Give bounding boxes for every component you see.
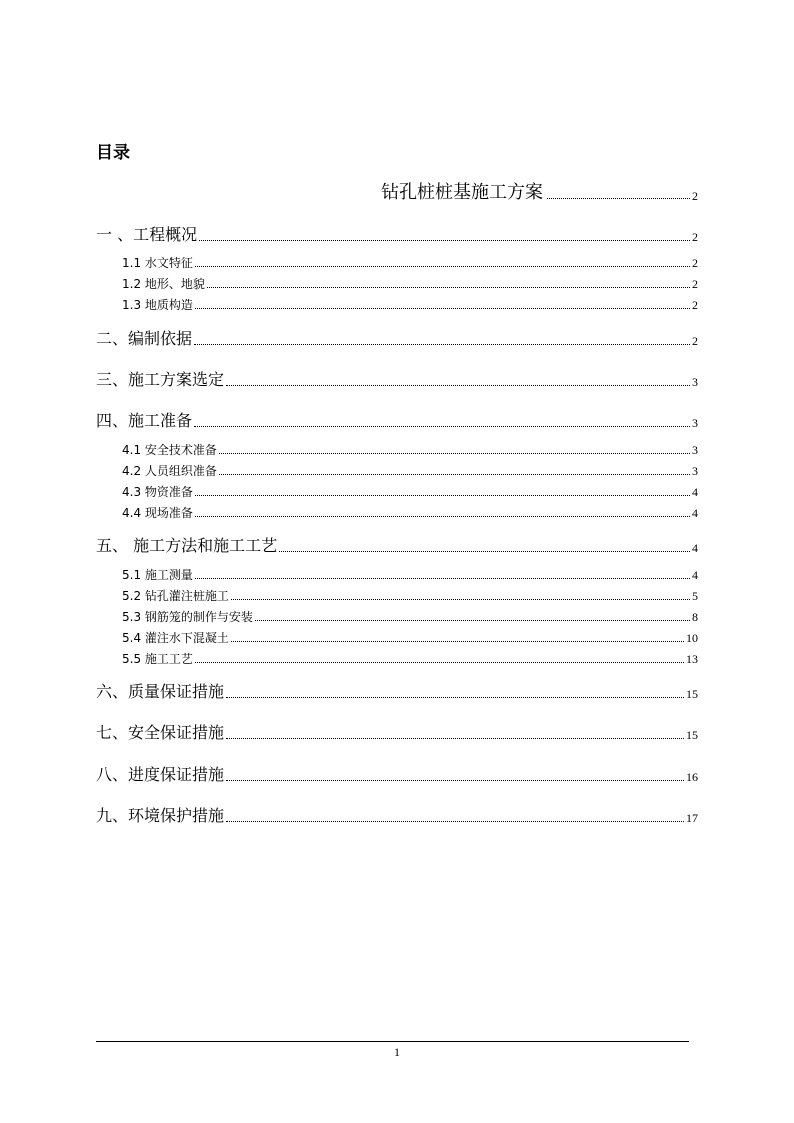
toc-entry-page: 15 [686, 728, 698, 742]
toc-entry-label: 1.1 水文特征 [122, 256, 193, 270]
toc-entry[interactable] [122, 462, 698, 479]
toc-entry[interactable] [96, 222, 698, 245]
toc-entry[interactable] [122, 275, 698, 292]
toc-entry[interactable] [96, 803, 698, 826]
toc-entry-label: 4.3 物资准备 [122, 485, 193, 499]
toc-entry-label: 钻孔桩桩基施工方案 [381, 182, 543, 203]
leader-dots [219, 452, 690, 454]
toc-entry-page: 4 [692, 485, 698, 499]
toc-entry-label: 5.3 钢筋笼的制作与安装 [122, 610, 253, 624]
toc-entry[interactable] [96, 720, 698, 743]
toc-entry[interactable] [122, 629, 698, 646]
toc-entry-page: 10 [686, 631, 698, 645]
leader-dots [231, 640, 684, 642]
toc-entry-page: 2 [692, 256, 698, 270]
toc-entry-label: 1.2 地形、地貌 [122, 277, 205, 291]
footer-divider [96, 1041, 689, 1042]
toc-entry-page: 2 [692, 230, 698, 244]
toc-entry-page: 15 [686, 687, 698, 701]
leader-dots [195, 307, 690, 309]
toc-entry[interactable] [96, 762, 698, 785]
toc-entry-label: 六、质量保证措施 [96, 682, 225, 701]
toc-entry-label: 4.2 人员组织准备 [122, 464, 217, 478]
toc-entry-page: 8 [692, 610, 698, 624]
toc-entry-label: 5.1 施工测量 [122, 568, 193, 582]
toc-entry[interactable] [96, 326, 698, 349]
toc-entry-label: 4.4 现场准备 [122, 506, 193, 520]
toc-entry-label: 八、进度保证措施 [96, 765, 225, 784]
toc-entry-page: 2 [692, 277, 698, 291]
toc-entry[interactable] [122, 566, 698, 583]
toc-entry-page: 16 [686, 770, 698, 784]
toc-entry-label: 七、安全保证措施 [96, 723, 225, 742]
leader-dots [226, 779, 684, 781]
leader-dots [547, 198, 690, 199]
leader-dots [226, 384, 690, 386]
toc-entry[interactable] [122, 254, 698, 271]
toc-entry-label: 5.4 灌注水下混凝土 [122, 631, 229, 645]
toc-entry[interactable] [96, 408, 698, 431]
leader-dots [226, 737, 684, 739]
toc-entry[interactable] [96, 679, 698, 702]
leader-dots [226, 696, 684, 698]
leader-dots [279, 550, 690, 552]
toc-entry-label: 5.5 施工工艺 [122, 652, 193, 666]
leader-dots [194, 425, 690, 427]
leader-dots [194, 343, 690, 345]
toc-entry-label: 九、环境保护措施 [96, 806, 225, 825]
leader-dots [195, 494, 690, 496]
toc-entry-page: 4 [692, 541, 698, 555]
toc-entry[interactable] [122, 650, 698, 667]
leader-dots [195, 577, 690, 579]
leader-dots [195, 515, 690, 517]
toc-entry-label: 二、编制依据 [96, 329, 193, 348]
toc-entry-page: 3 [692, 464, 698, 478]
toc-entry-page: 3 [692, 443, 698, 457]
toc-entry-page: 13 [686, 652, 698, 666]
toc-entry-page: 5 [692, 589, 698, 603]
toc-entry-page: 17 [686, 811, 698, 825]
toc-entry-page: 4 [692, 568, 698, 582]
toc-entry[interactable] [122, 504, 698, 521]
toc-entry-page: 3 [692, 416, 698, 430]
toc-entry-page: 2 [692, 334, 698, 348]
leader-dots [195, 265, 690, 267]
leader-dots [207, 286, 690, 288]
page-number: 1 [394, 1045, 400, 1059]
toc-entry-page: 4 [692, 506, 698, 520]
toc-entry-label: 1.3 地质构造 [122, 298, 193, 312]
toc-entry-label: 四、施工准备 [96, 411, 193, 430]
toc-entry-doc-title[interactable] [381, 178, 698, 204]
toc-entry-page: 3 [692, 375, 698, 389]
toc-heading: 目录 [96, 143, 130, 163]
leader-dots [195, 661, 684, 663]
leader-dots [199, 239, 690, 241]
toc-entry-label: 4.1 安全技术准备 [122, 443, 217, 457]
toc-entry[interactable] [122, 483, 698, 500]
toc-entry[interactable] [122, 608, 698, 625]
toc-entry[interactable] [122, 441, 698, 458]
toc-entry[interactable] [96, 533, 698, 556]
leader-dots [255, 619, 690, 621]
toc-entry[interactable] [122, 587, 698, 604]
leader-dots [219, 473, 690, 475]
toc-entry[interactable] [122, 296, 698, 313]
toc-entry-label: 一 、工程概况 [96, 225, 198, 244]
toc-entry-label: 5.2 钻孔灌注桩施工 [122, 589, 229, 603]
toc-entry-label: 三、施工方案选定 [96, 370, 225, 389]
toc-entry-label: 五、 施工方法和施工工艺 [96, 536, 278, 555]
toc-entry-page: 2 [692, 298, 698, 312]
leader-dots [231, 598, 690, 600]
toc-entry[interactable] [96, 367, 698, 390]
toc-entry-page: 2 [692, 189, 698, 203]
leader-dots [226, 820, 684, 822]
